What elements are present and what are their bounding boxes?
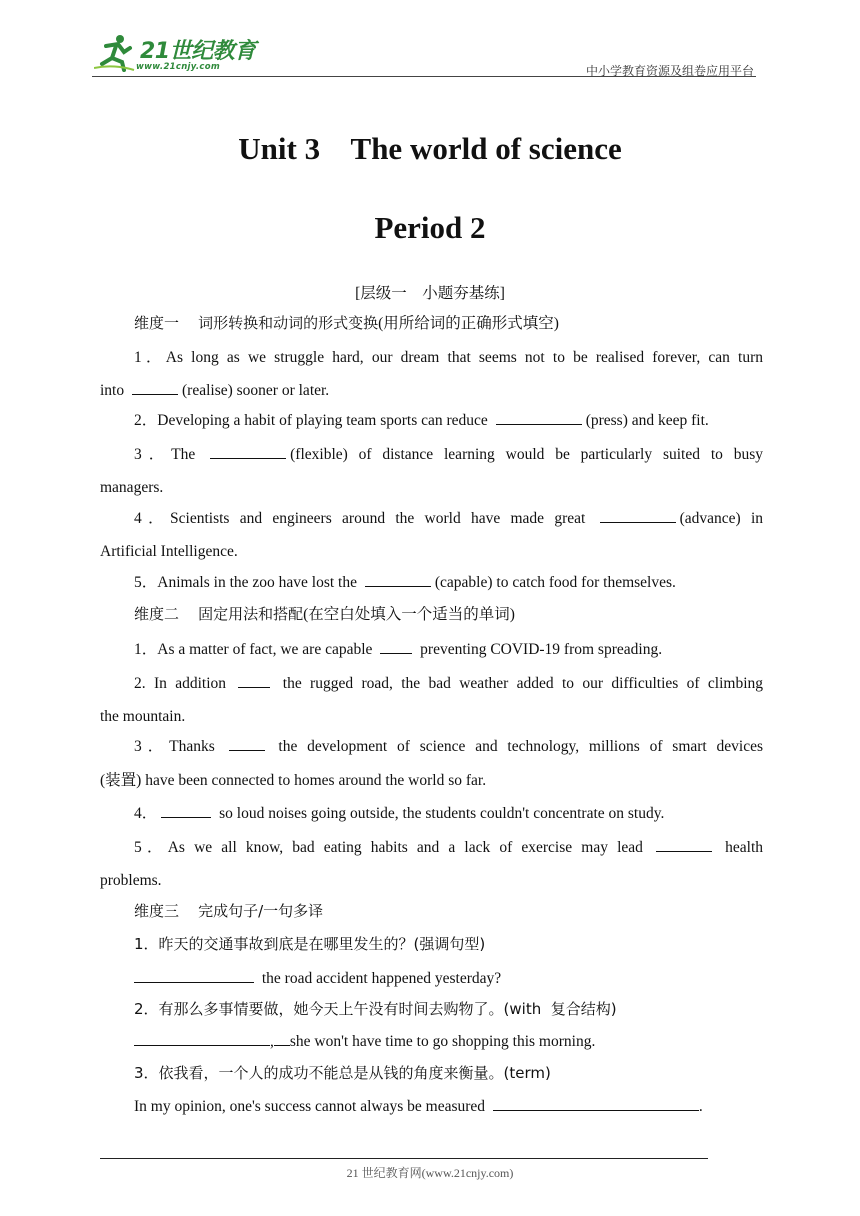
answer-blank[interactable]: [656, 836, 712, 852]
level-label: [层级一 小题夯基练]: [355, 285, 505, 302]
question-text: problems.: [100, 872, 162, 889]
question-line: [134, 404, 763, 437]
answer-line: [134, 1090, 763, 1123]
logo: [92, 34, 262, 74]
question-text: managers.: [100, 479, 164, 496]
question-text: the rugged road, the bad weather added to our difficulties of climbing: [282, 675, 764, 692]
answer-blank[interactable]: [274, 1030, 290, 1046]
comma-text: ,: [270, 1033, 274, 1050]
header-divider: [92, 76, 756, 77]
question-text: (装置) have been connected to homes around the world so far.: [100, 772, 487, 789]
section-title: 维度三 完成句子/一句多译: [134, 902, 324, 920]
question-line: [134, 566, 763, 599]
section-instruction: (用所给词的正确形式填空): [378, 315, 559, 332]
answer-blank[interactable]: [493, 1095, 699, 1111]
question-line: [134, 667, 763, 700]
question-text: 4．: [134, 805, 158, 822]
answer-blank[interactable]: [134, 967, 254, 983]
question-text: 3．The: [134, 446, 196, 463]
question-text: 1．昨天的交通事故到底是在哪里发生的？(强调句型): [134, 935, 486, 953]
question-line: [134, 633, 763, 666]
section-title: 维度一 词形转换和动词的形式变换: [134, 314, 379, 332]
answer-line: [134, 1025, 763, 1058]
question-text: the development of science and technology, millions of smart devices: [278, 738, 764, 755]
question-prompt: [134, 993, 763, 1026]
section-title: 维度二 固定用法和搭配: [134, 605, 304, 623]
answer-blank[interactable]: [134, 1030, 270, 1046]
runner-logo-icon: [94, 34, 136, 72]
answer-blank[interactable]: [132, 379, 178, 395]
question-text: (capable) to catch food for themselves.: [434, 574, 676, 591]
question-prompt: [134, 1057, 763, 1090]
question-text: into: [100, 382, 125, 399]
question-text: health: [725, 839, 764, 856]
question-text: (advance) in: [679, 510, 764, 527]
question-text: (flexible) of distance learning would be particularly suited to busy: [290, 446, 763, 463]
question-text: 2．有那么多事情要做，她今天上午没有时间去购物了。(with 复合结构): [134, 1000, 617, 1018]
question-line: [100, 700, 763, 733]
question-line: [100, 471, 763, 504]
question-text: 2．Developing a habit of playing team sports can reduce: [134, 412, 488, 429]
question-line: [134, 730, 763, 763]
question-text: 2. In addition: [134, 675, 227, 692]
question-line: [100, 864, 763, 897]
answer-blank[interactable]: [600, 507, 676, 523]
question-line: [134, 502, 763, 535]
question-text: so loud noises going outside, the students couldn't concentrate on study.: [219, 805, 665, 822]
answer-blank[interactable]: [380, 638, 412, 654]
answer-text: In my opinion, one's success cannot always be measured: [134, 1098, 486, 1115]
question-text: 1．As a matter of fact, we are capable: [134, 641, 373, 658]
platform-name: 中小学教育资源及组卷应用平台: [585, 64, 754, 78]
question-text: 3．依我看，一个人的成功不能总是从钱的角度来衡量。(term): [134, 1064, 551, 1082]
section-heading: [134, 895, 763, 928]
answer-text: the road accident happened yesterday?: [261, 970, 502, 987]
page-footer: 21 世纪教育网(www.21cnjy.com): [346, 1166, 514, 1180]
question-line: [100, 764, 763, 797]
period-text: .: [698, 1098, 703, 1115]
section-heading: [134, 598, 763, 631]
question-text: 3．Thanks: [134, 738, 215, 755]
question-line: [134, 341, 763, 374]
question-line: [134, 797, 763, 830]
question-line: [100, 535, 763, 568]
question-text: 5．Animals in the zoo have lost the: [134, 574, 357, 591]
answer-blank[interactable]: [161, 802, 211, 818]
section-heading: [134, 307, 763, 340]
question-text: 1．As long as we struggle hard, our dream that seems not to be realised forever, can turn: [134, 349, 763, 366]
answer-text: she won't have time to go shopping this morning.: [289, 1033, 596, 1050]
answer-blank[interactable]: [365, 571, 431, 587]
question-text: Artificial Intelligence.: [100, 543, 238, 560]
answer-blank[interactable]: [496, 409, 582, 425]
section-instruction: (在空白处填入一个适当的单词): [303, 606, 515, 623]
question-text: (realise) sooner or later.: [182, 382, 330, 399]
question-line: [100, 374, 763, 407]
question-text: the mountain.: [100, 708, 186, 725]
answer-blank[interactable]: [229, 735, 265, 751]
answer-blank[interactable]: [210, 443, 286, 459]
question-text: 4．Scientists and engineers around the world have made great: [134, 510, 586, 527]
page-title: Unit 3 The world of science: [238, 131, 622, 166]
page-header: [92, 28, 756, 78]
question-text: preventing COVID-19 from spreading.: [420, 641, 663, 658]
answer-line: [134, 962, 763, 995]
question-text: (press) and keep fit.: [585, 412, 709, 429]
question-text: 5．As we all know, bad eating habits and a lack of exercise may lead: [134, 839, 643, 856]
logo-url: www.21cnjy.com: [136, 62, 220, 72]
page-subtitle: Period 2: [374, 210, 486, 245]
answer-blank[interactable]: [238, 672, 270, 688]
question-prompt: [134, 928, 763, 961]
logo-text: 21世纪教育: [140, 39, 256, 64]
question-line: [134, 831, 763, 864]
question-line: [134, 438, 763, 471]
footer-divider: [100, 1158, 708, 1159]
